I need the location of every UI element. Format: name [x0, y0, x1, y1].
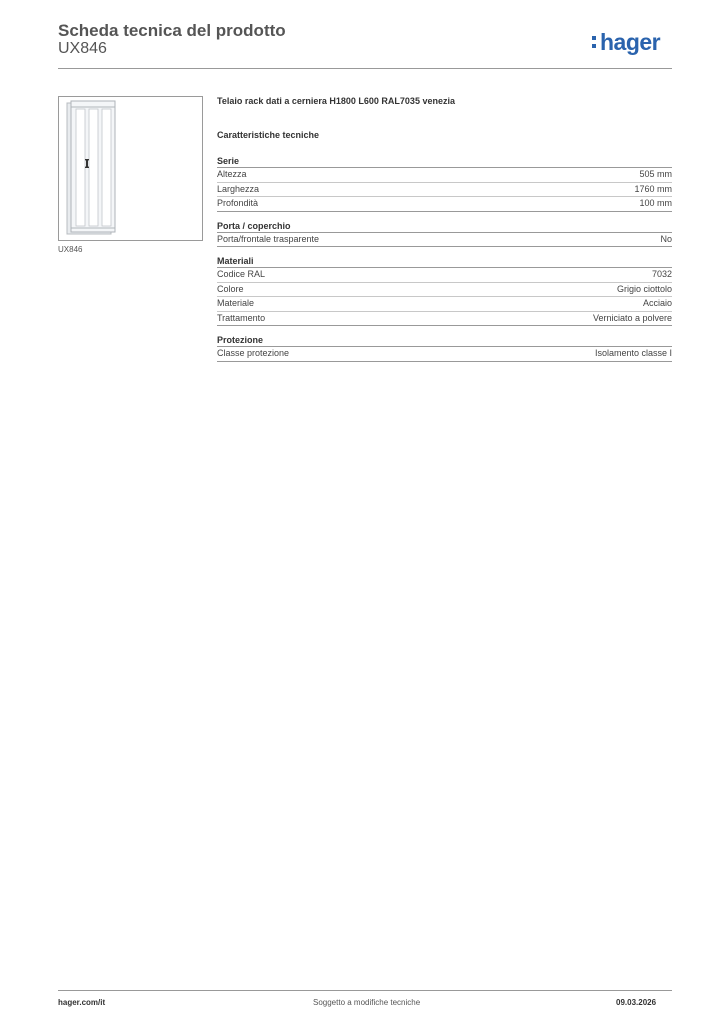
footer-site-link[interactable]: hager.com/it — [58, 998, 106, 1007]
spec-row — [217, 268, 672, 283]
spec-row — [217, 312, 672, 327]
spec-value: No — [660, 233, 672, 244]
logo-dots — [592, 36, 596, 52]
spec-label: Altezza — [217, 169, 247, 179]
product-code: UX846 — [58, 40, 107, 57]
spec-group-materiali — [217, 256, 672, 326]
spec-value: 7032 — [651, 269, 672, 279]
spec-label: Porta/frontale trasparente — [217, 233, 320, 244]
spec-row — [217, 183, 672, 198]
product-image — [58, 96, 203, 241]
spec-label: Colore — [217, 283, 244, 294]
product-description: Telaio rack dati a cerniera H1800 L600 RAL7035 venezia — [217, 96, 455, 106]
spec-value: 1760 mm — [634, 183, 672, 194]
spec-group-protezione — [217, 335, 672, 362]
group-title: Serie — [217, 156, 672, 168]
spec-label: Larghezza — [217, 183, 260, 194]
spec-row — [217, 168, 672, 183]
spec-label: Profondità — [217, 198, 259, 208]
spec-row — [217, 347, 672, 362]
spec-label: Codice RAL — [217, 269, 266, 279]
spec-row — [217, 233, 672, 248]
group-title: Porta / coperchio — [217, 221, 672, 233]
spec-label: Classe protezione — [217, 348, 290, 358]
spec-value: Isolamento classe I — [594, 348, 672, 358]
spec-row — [217, 197, 672, 212]
logo-wordmark: hager — [600, 29, 661, 55]
footer-divider — [58, 990, 672, 991]
spec-row — [217, 283, 672, 298]
hager-logo — [592, 29, 660, 56]
spec-value: Grigio ciottolo — [616, 283, 672, 294]
spec-value: 100 mm — [639, 198, 672, 208]
image-caption: UX846 — [58, 245, 83, 254]
spec-table — [217, 156, 672, 371]
spec-label: Trattamento — [217, 312, 266, 323]
spec-value: 505 mm — [639, 169, 672, 179]
spec-row — [217, 297, 672, 312]
specs-heading: Caratteristiche tecniche — [217, 130, 320, 140]
footer-note: Soggetto a modifiche tecniche — [313, 998, 421, 1007]
spec-label: Materiale — [217, 298, 255, 308]
group-title: Protezione — [217, 335, 672, 347]
spec-group-serie — [217, 156, 672, 212]
footer-date: 09.03.2026 — [616, 998, 657, 1007]
spec-group-porta — [217, 221, 672, 248]
spec-value: Verniciato a polvere — [592, 312, 672, 323]
rack-frame-image — [59, 97, 202, 240]
header-divider — [58, 68, 672, 69]
group-title: Materiali — [217, 256, 672, 268]
page-title: Scheda tecnica del prodotto — [58, 21, 286, 40]
spec-value: Acciaio — [642, 298, 672, 308]
